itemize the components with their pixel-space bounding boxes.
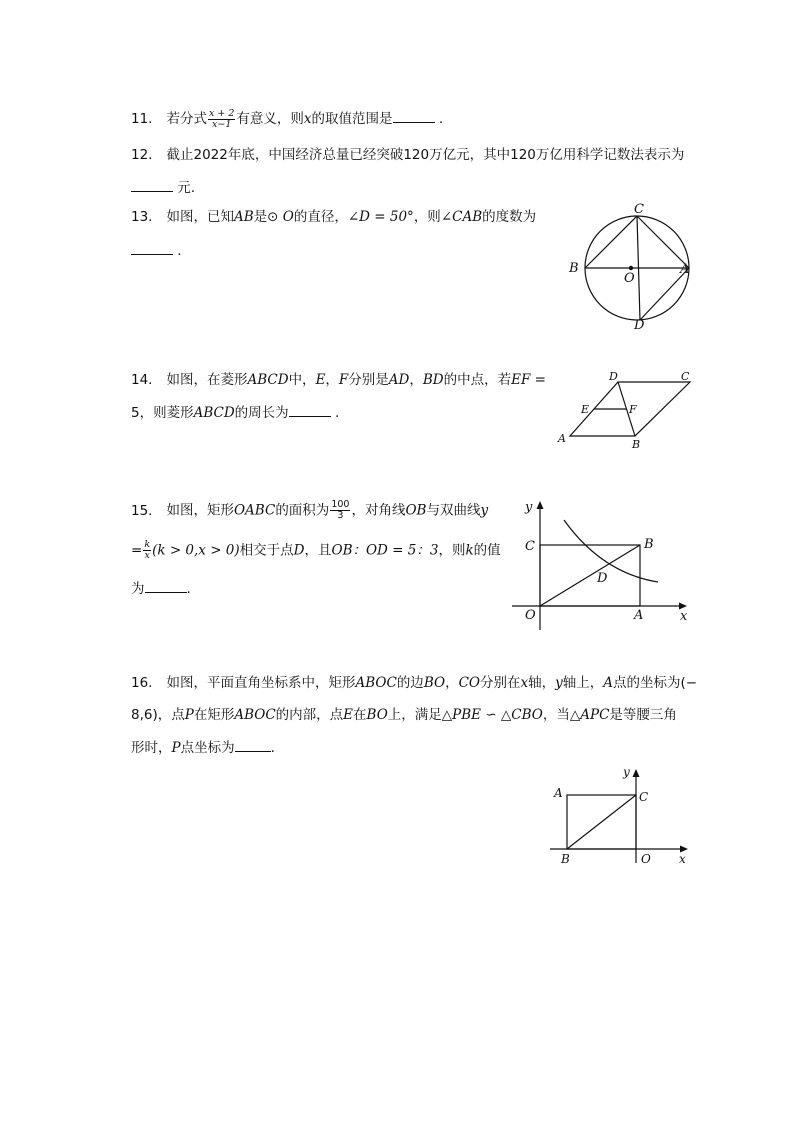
label-o: O	[525, 608, 536, 623]
answer-blank[interactable]	[235, 737, 271, 752]
label-x: x	[680, 609, 688, 624]
label-b: B	[632, 438, 641, 451]
coordinate-figure	[545, 763, 695, 868]
label-d: D	[609, 370, 618, 383]
question-number: 11.	[131, 111, 153, 127]
label-b: B	[569, 261, 579, 276]
label-c: C	[681, 370, 690, 383]
question-12: 12. 截止2022年底，中国经济总量已经突破120万亿元，其中120万亿用科学记数法表示为	[131, 147, 685, 163]
y-axis-arrow	[633, 769, 640, 777]
answer-blank[interactable]	[131, 240, 173, 255]
label-c: C	[525, 539, 535, 554]
answer-blank[interactable]	[131, 177, 173, 192]
label-a: A	[554, 786, 563, 800]
question-number: 12.	[131, 147, 153, 163]
fraction: $\frac{100}{3}$	[331, 499, 350, 521]
question-14-line-2: 5，则菱形ABCD的周长为 .	[131, 402, 339, 423]
question-12-line-2: 元.	[131, 177, 195, 198]
question-15-line-3: 为 .	[131, 578, 191, 599]
y-axis-arrow	[537, 501, 544, 509]
answer-blank[interactable]	[145, 578, 187, 593]
question-11: 11. 若分式 $\frac{x + 2}{x-1}$ 有意义，则x的取值范围是 .	[131, 107, 444, 130]
label-f: F	[629, 403, 637, 416]
label-c: C	[634, 202, 644, 217]
fraction: $\frac{x + 2}{x-1}$	[208, 107, 235, 130]
label-x: x	[679, 852, 686, 866]
label-d: D	[634, 318, 645, 333]
question-16-line-3: 形时，P点坐标为 .	[131, 737, 275, 758]
question-13: 13. 如图，已知AB是⊙ O的直径，∠D = 50°，则∠CAB的度数为	[131, 209, 537, 225]
label-y: y	[525, 500, 533, 515]
label-o: O	[641, 852, 651, 866]
segment-bc	[567, 795, 636, 849]
label-y: y	[623, 765, 630, 779]
question-15-line-2: = $\frac{k}{x}$ (k > 0,x > 0)相交于点D，且OB：OD = 5：3，则k的值	[131, 539, 501, 561]
label-e: E	[581, 403, 590, 416]
fraction: $\frac{k}{x}$	[144, 539, 151, 561]
diagonal-ob	[540, 545, 640, 606]
question-13-line-2: .	[131, 240, 182, 261]
label-o: O	[624, 271, 635, 286]
segment-bc	[585, 216, 637, 268]
label-b: B	[561, 852, 570, 866]
label-a: A	[558, 432, 566, 445]
label-a: A	[680, 262, 690, 277]
center-dot	[629, 266, 633, 270]
label-d: D	[597, 571, 608, 586]
answer-blank[interactable]	[393, 108, 435, 123]
question-16-line-2: 8,6)，点P在矩形ABOC的内部，点E在BO上，满足△PBE ∽ △CBO，当△APC是等腰三角	[131, 707, 677, 723]
circle-figure	[560, 202, 700, 335]
question-15: 15. 如图，矩形OABC的面积为 $\frac{100}{3}$ ，对角线OB与双曲线y	[131, 499, 489, 521]
segment-ca	[637, 216, 689, 268]
question-14: 14. 如图，在菱形ABCD中，E，F分别是AD，BD的中点，若EF =	[131, 372, 546, 388]
hyperbola-figure	[510, 495, 695, 630]
question-number: 16.	[131, 675, 153, 691]
question-number: 14.	[131, 372, 153, 388]
answer-blank[interactable]	[289, 402, 331, 417]
question-number: 13.	[131, 209, 153, 225]
question-16: 16. 如图，平面直角坐标系中，矩形ABOC的边BO，CO分别在x轴，y轴上，A点的坐标为(−	[131, 675, 698, 691]
label-b: B	[644, 537, 654, 552]
label-a: A	[634, 608, 644, 623]
label-c: C	[639, 790, 649, 804]
rhombus-figure	[555, 370, 695, 455]
question-number: 15.	[131, 502, 153, 519]
